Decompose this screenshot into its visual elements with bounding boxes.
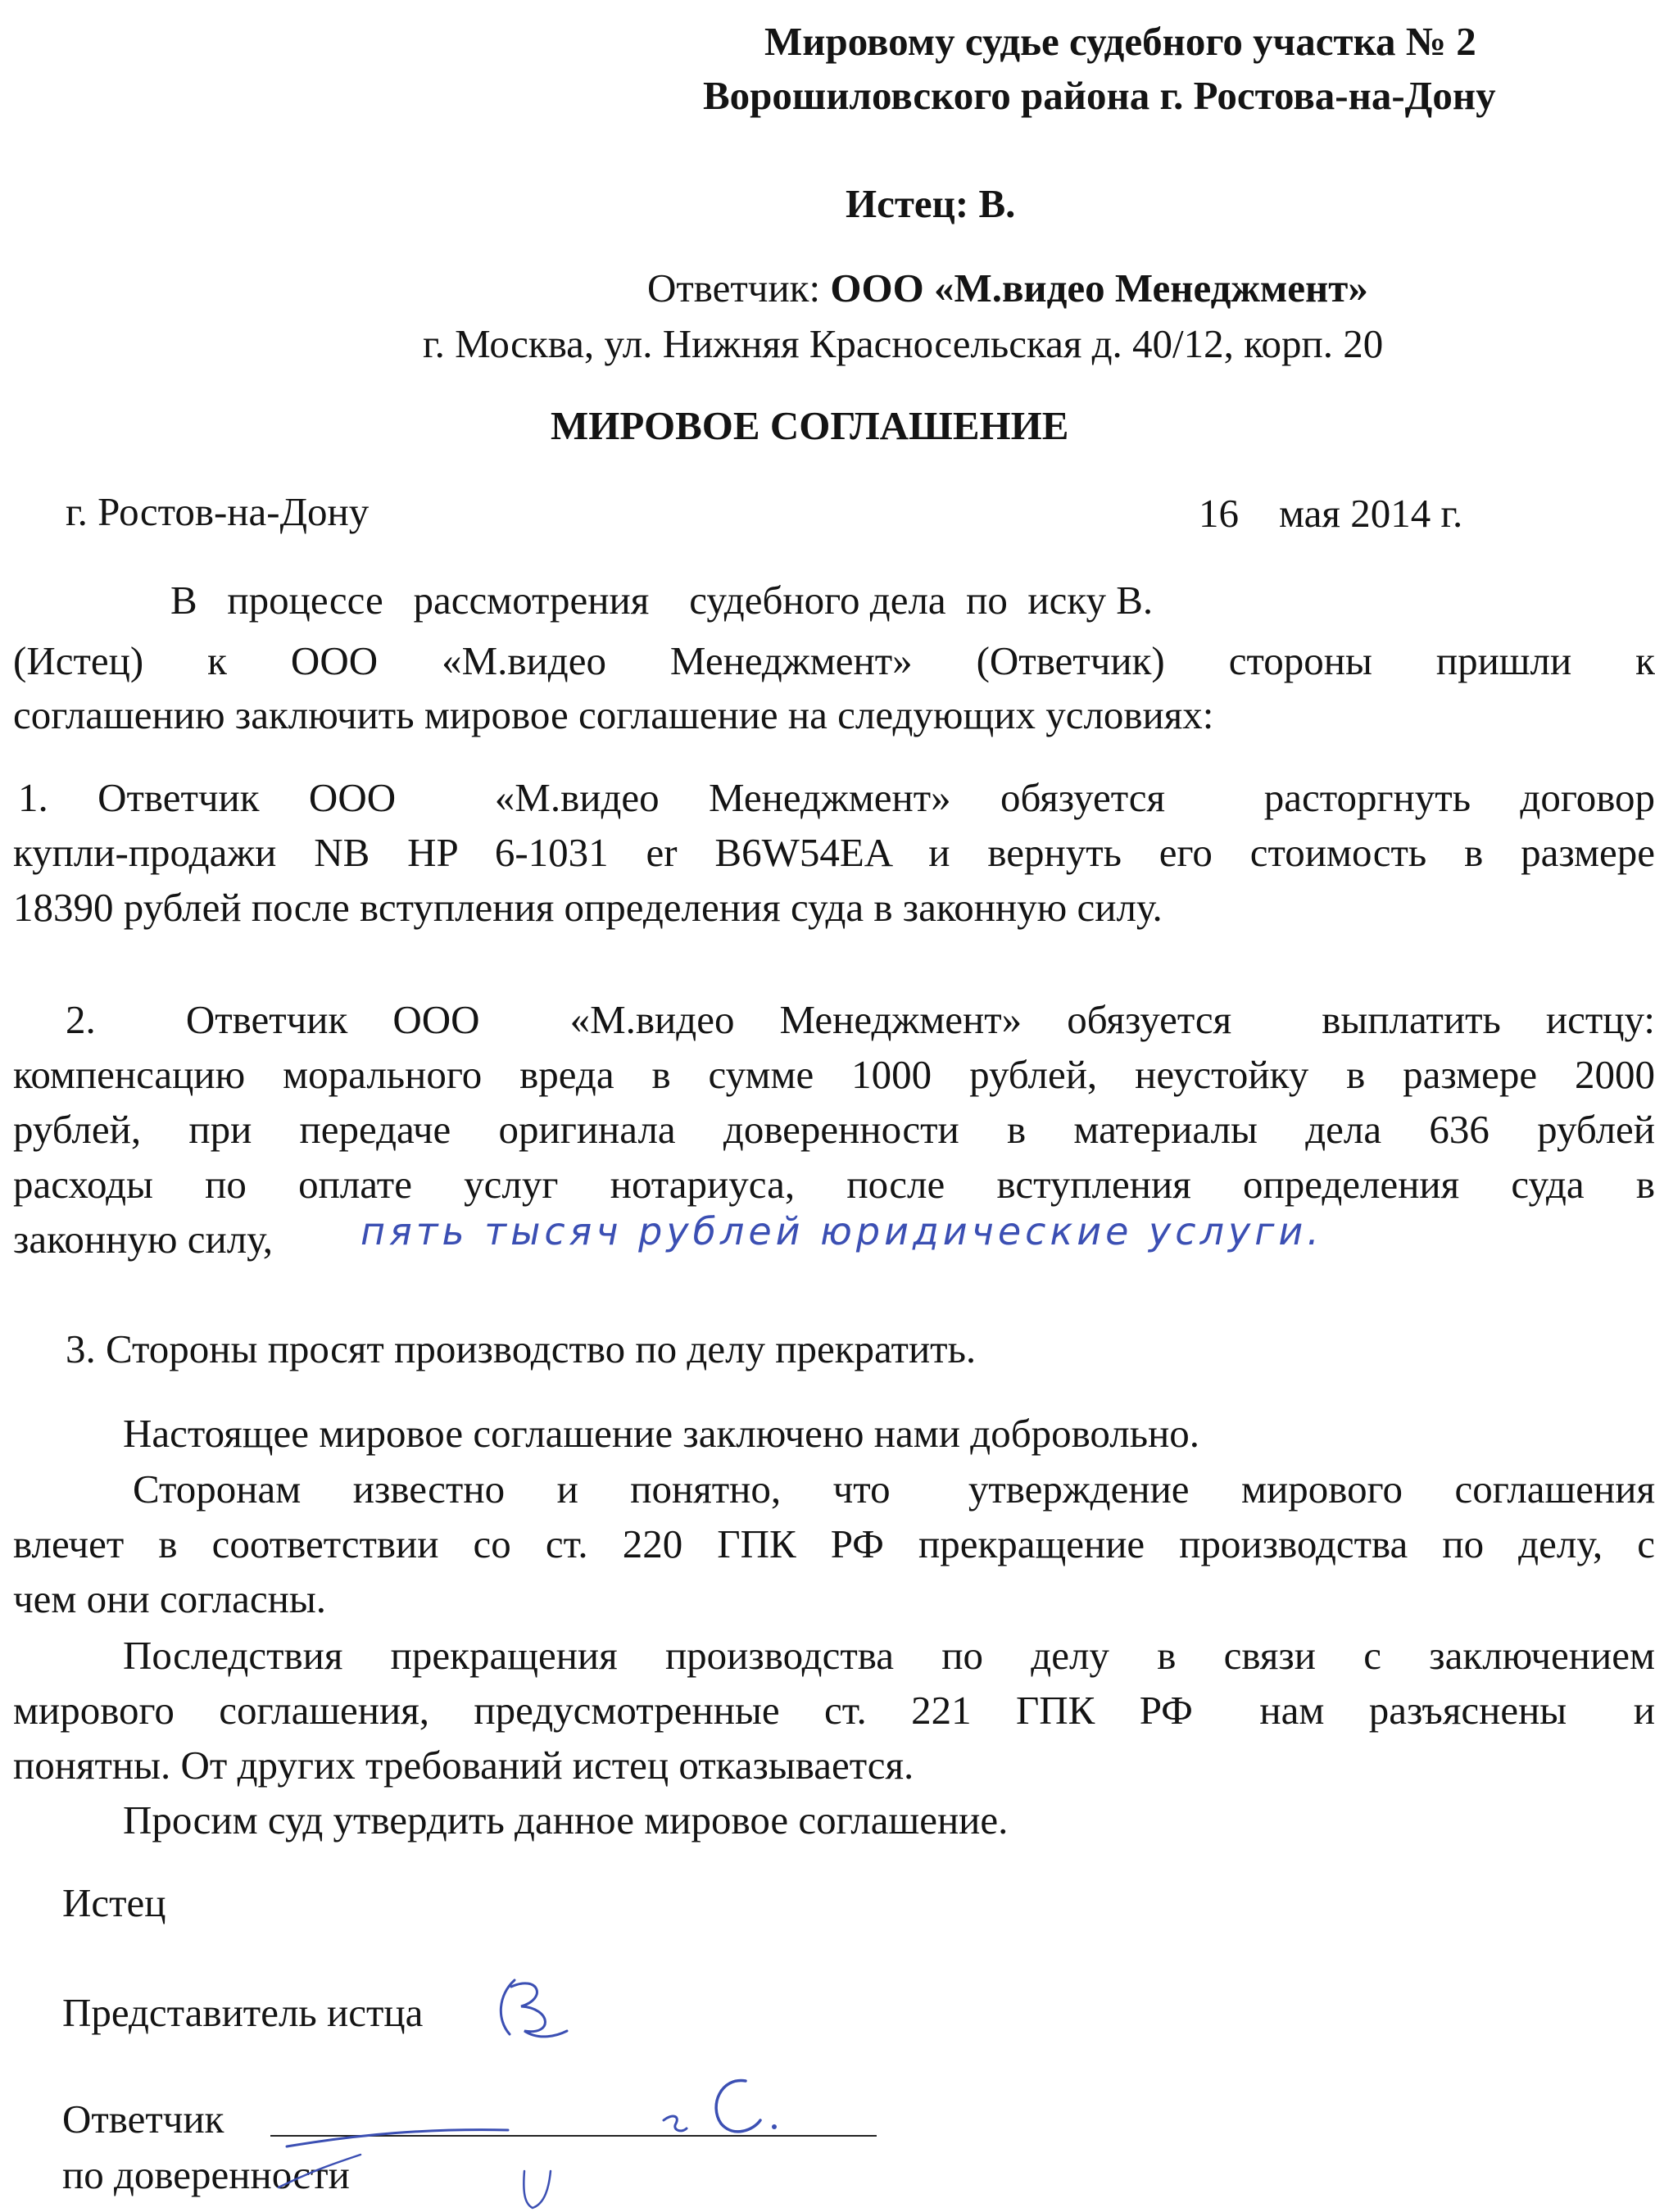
closing-line-1: Настоящее мировое соглашение заключено нами добровольно. — [123, 1411, 1200, 1456]
closing-line-6: мирового соглашения, предусмотренные ст. 221 ГПК РФ нам разъяснены и — [13, 1688, 1655, 1733]
clause2-line-1: 2. Ответчик ООО «М.видео Менеджмент» обязуется выплатить истцу: — [66, 997, 1655, 1042]
closing-line-4: чем они согласны. — [13, 1576, 327, 1621]
intro-line-1: В процессе рассмотрения судебного дела по иску В. — [170, 578, 1154, 623]
signature-representative-label: Представитель истца — [62, 1990, 424, 2035]
defendant-name: ООО «М.видео Менеджмент» — [830, 265, 1368, 310]
defendant-signature — [262, 2048, 852, 2212]
addressee-line-1: Мировому судье судебного участка № 2 — [764, 19, 1476, 64]
clause1-line-1: 1. Ответчик ООО «М.видео Менеджмент» обязуется расторгнуть договор — [18, 775, 1655, 820]
defendant-address: г. Москва, ул. Нижняя Красносельская д. 40/12, корп. 20 — [423, 321, 1384, 366]
signature-by-proxy-label: по доверенности — [62, 2152, 350, 2197]
closing-line-8: Просим суд утвердить данное мировое соглашение. — [123, 1797, 1009, 1843]
handwritten-insertion: пять тысяч рублей юридические услуги. — [360, 1209, 1323, 1253]
addressee-line-2: Ворошиловского района г. Ростова-на-Дону — [703, 73, 1496, 118]
plaintiff-header: Истец: В. — [846, 181, 1016, 226]
clause1-line-2: купли-продажи NB HP 6-1031 er B6W54EA и вернуть его стоимость в размере — [13, 830, 1655, 875]
defendant-label: Ответчик: — [647, 265, 821, 310]
clause2-line-2: компенсацию морального вреда в сумме 1000 рублей, неустойку в размере 2000 — [13, 1052, 1655, 1097]
clause3-line: 3. Стороны просят производство по делу прекратить. — [66, 1326, 977, 1371]
representative-signature — [482, 1970, 572, 2044]
document-title: МИРОВОЕ СОГЛАШЕНИЕ — [551, 403, 1069, 448]
defendant-header — [647, 265, 1368, 310]
intro-line-2: (Истец) к ООО «М.видео Менеджмент» (Ответчик) стороны пришли к — [13, 638, 1655, 683]
clause2-line-5: законную силу, — [13, 1217, 273, 1262]
document-place: г. Ростов-на-Дону — [66, 489, 370, 534]
signature-plaintiff-label: Истец — [62, 1880, 166, 1925]
closing-line-3: влечет в соответствии со ст. 220 ГПК РФ прекращение производства по делу, с — [13, 1521, 1655, 1566]
clause1-line-3: 18390 рублей после вступления определения суда в законную силу. — [13, 885, 1163, 930]
intro-line-3: соглашению заключить мировое соглашение на следующих условиях: — [13, 692, 1214, 737]
closing-line-2: Сторонам известно и понятно, что утверждение мирового соглашения — [133, 1466, 1655, 1512]
clause2-line-4: расходы по оплате услуг нотариуса, после вступления определения суда в — [13, 1162, 1655, 1207]
closing-line-5: Последствия прекращения производства по делу в связи с заключением — [123, 1633, 1655, 1678]
signature-defendant-label: Ответчик — [62, 2096, 224, 2142]
document-date: 16 мая 2014 г. — [1199, 491, 1463, 536]
closing-line-7: понятны. От других требований истец отказывается. — [13, 1743, 914, 1788]
clause2-line-3: рублей, при передаче оригинала доверенности в материалы дела 636 рублей — [13, 1107, 1655, 1152]
